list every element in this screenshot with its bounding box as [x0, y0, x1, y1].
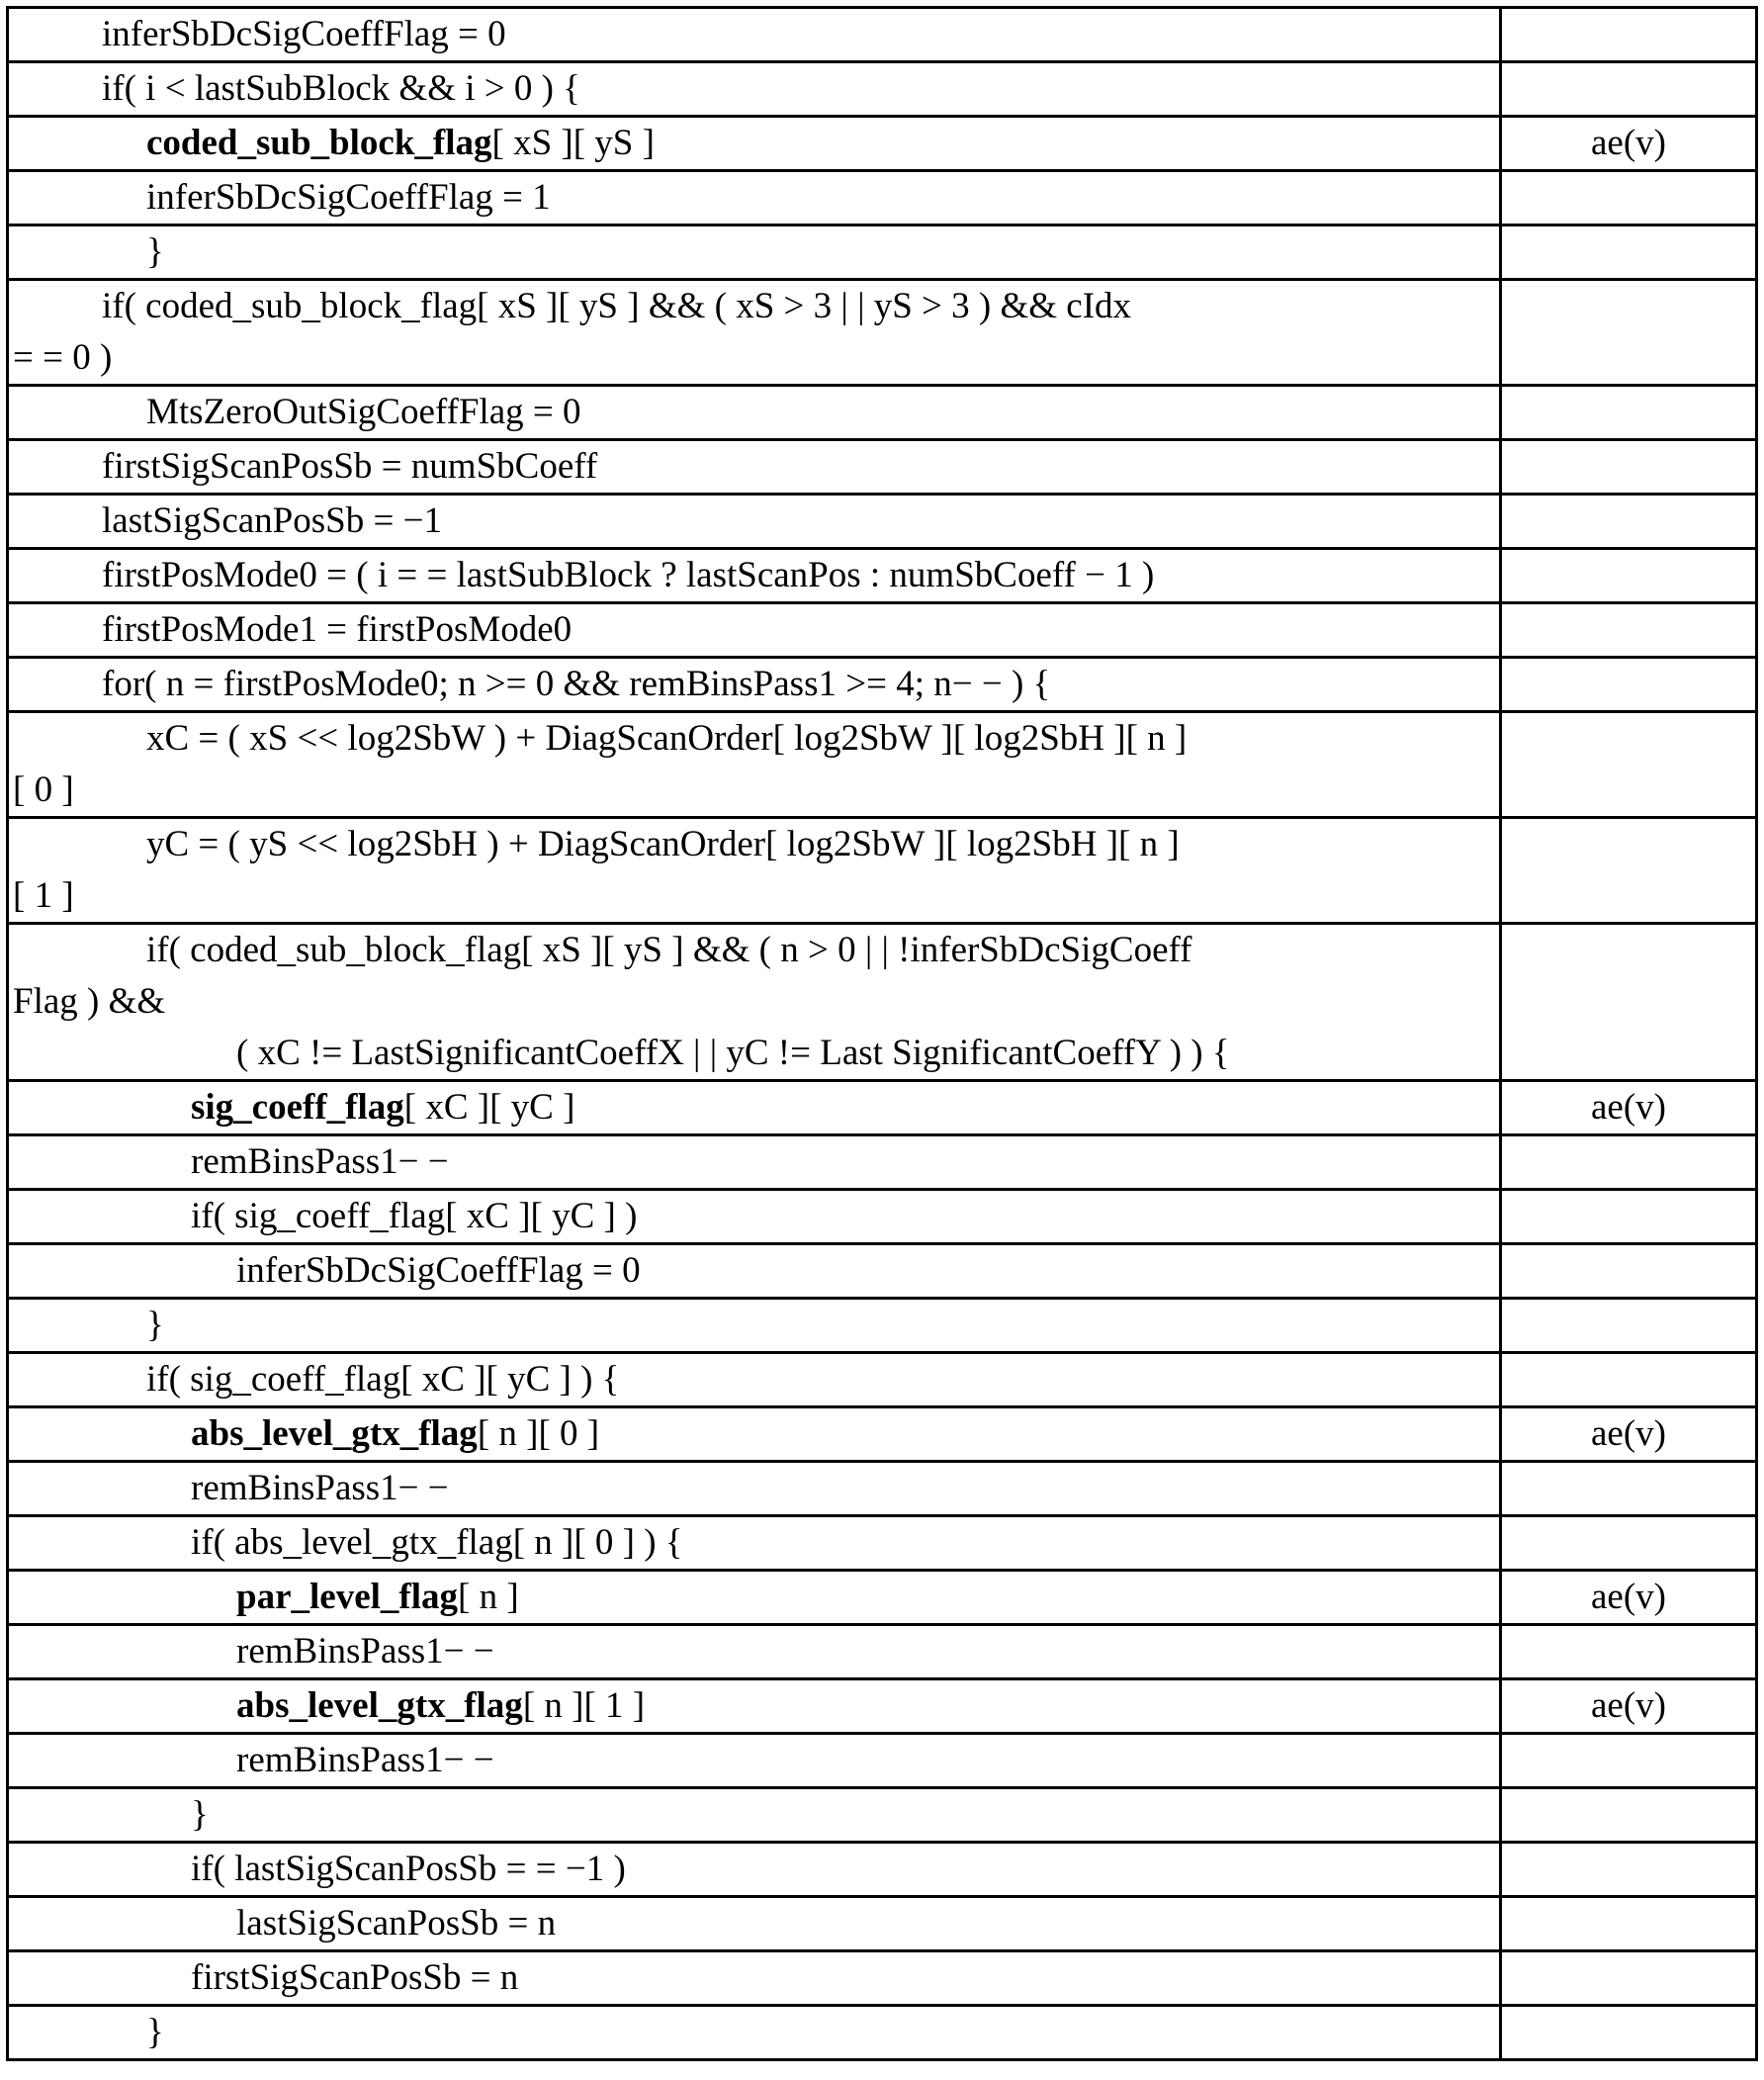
syntax-line: [9, 118, 1499, 169]
syntax-text: if( abs_level_gtx_flag[ n ][ 0 ] ) {: [191, 1522, 683, 1563]
syntax-text: [ n ][ 1 ]: [523, 1685, 645, 1726]
syntax-cell: [9, 1789, 1502, 1841]
syntax-text: ( xC != LastSignificantCoeffX | | yC != Last SignificantCoeffY ) ) {: [236, 1033, 1230, 1073]
syntax-cell: [9, 1354, 1502, 1405]
descriptor-cell: [1502, 1245, 1755, 1297]
table-row: [9, 2004, 1755, 2058]
syntax-cell: [9, 1082, 1502, 1133]
table-row: [9, 1405, 1755, 1460]
syntax-line: [9, 1354, 1499, 1405]
descriptor-cell: [1502, 1626, 1755, 1677]
syntax-cell: [9, 387, 1502, 438]
descriptor-cell: [1502, 550, 1755, 601]
table-row: [9, 922, 1755, 1079]
syntax-line: [9, 332, 1499, 384]
syntax-line: [9, 1082, 1499, 1133]
syntax-cell: [9, 659, 1502, 710]
table-row: [9, 1623, 1755, 1677]
table-row: [9, 1297, 1755, 1351]
syntax-text: [ n ][ 0 ]: [478, 1413, 599, 1454]
syntax-cell: [9, 550, 1502, 601]
syntax-cell: [9, 2007, 1502, 2058]
syntax-text: firstPosMode1 = firstPosMode0: [102, 609, 572, 650]
syntax-line: [9, 1898, 1499, 1949]
syntax-cell: [9, 496, 1502, 547]
syntax-cell: [9, 604, 1502, 656]
table-row: [9, 493, 1755, 547]
descriptor-cell: [1502, 1952, 1755, 2004]
syntax-cell: [9, 1898, 1502, 1949]
table-row: [9, 115, 1755, 169]
syntax-line: [9, 387, 1499, 438]
syntax-text: firstSigScanPosSb = n: [191, 1957, 518, 1998]
table-row: [9, 169, 1755, 224]
table-row: [9, 1569, 1755, 1623]
descriptor-cell: [1502, 819, 1755, 922]
syntax-text: remBinsPass1− −: [236, 1631, 494, 1672]
table-row: [9, 1677, 1755, 1732]
descriptor-cell: ae(v): [1502, 1082, 1755, 1133]
descriptor-cell: [1502, 1463, 1755, 1514]
syntax-cell: [9, 1680, 1502, 1732]
syntax-text: lastSigScanPosSb = n: [236, 1903, 556, 1944]
syntax-text: xC = ( xS << log2SbW ) + DiagScanOrder[ log2SbW ][ log2SbH ][ n ]: [146, 718, 1187, 759]
syntax-line: [9, 1408, 1499, 1460]
descriptor-cell: [1502, 496, 1755, 547]
syntax-text: [ 1 ]: [13, 875, 74, 916]
syntax-cell: [9, 1245, 1502, 1297]
table-row: [9, 1514, 1755, 1569]
table-row: [9, 710, 1755, 816]
syntax-text: remBinsPass1− −: [236, 1740, 494, 1780]
syntax-line: [9, 1572, 1499, 1623]
table-row: [9, 1460, 1755, 1514]
syntax-cell: [9, 1191, 1502, 1242]
descriptor-cell: [1502, 659, 1755, 710]
table-row: [9, 1188, 1755, 1242]
syntax-line: [9, 281, 1499, 332]
syntax-line: [9, 226, 1499, 278]
syntax-text: [ xC ][ yC ]: [404, 1087, 575, 1128]
syntax-text: [ xS ][ yS ]: [492, 123, 655, 163]
syntax-text: if( sig_coeff_flag[ xC ][ yC ] ): [191, 1196, 637, 1236]
syntax-text: [ n ]: [458, 1577, 519, 1617]
syntax-text: remBinsPass1− −: [191, 1141, 449, 1182]
syntax-text: remBinsPass1− −: [191, 1468, 449, 1508]
descriptor-cell: [1502, 604, 1755, 656]
syntax-line: [9, 870, 1499, 922]
syntax-cell: [9, 118, 1502, 169]
syntax-line: [9, 1463, 1499, 1514]
syntax-text: for( n = firstPosMode0; n >= 0 && remBinsPass1 >= 4; n− − ) {: [102, 664, 1050, 704]
descriptor-cell: [1502, 1844, 1755, 1895]
syntax-line: [9, 713, 1499, 765]
table-row: [9, 1895, 1755, 1949]
descriptor-cell: [1502, 172, 1755, 224]
table-row: [9, 656, 1755, 710]
syntax-text: Flag ) &&: [13, 981, 165, 1022]
syntax-text: = = 0 ): [13, 337, 112, 378]
syntax-line: [9, 1844, 1499, 1895]
syntax-line: [9, 1300, 1499, 1351]
syntax-cell: [9, 226, 1502, 278]
syntax-element-name: abs_level_gtx_flag: [191, 1413, 478, 1454]
syntax-line: [9, 1517, 1499, 1569]
syntax-text: if( i < lastSubBlock && i > 0 ) {: [102, 68, 580, 109]
syntax-cell: [9, 1626, 1502, 1677]
descriptor-cell: [1502, 9, 1755, 60]
syntax-line: [9, 976, 1499, 1028]
descriptor-cell: [1502, 925, 1755, 1079]
syntax-line: [9, 172, 1499, 224]
syntax-line: [9, 1191, 1499, 1242]
descriptor-cell: [1502, 1517, 1755, 1569]
syntax-text: inferSbDcSigCoeffFlag = 0: [102, 14, 506, 54]
syntax-cell: [9, 1517, 1502, 1569]
syntax-text: }: [146, 1305, 164, 1345]
descriptor-cell: [1502, 1898, 1755, 1949]
descriptor-cell: ae(v): [1502, 118, 1755, 169]
descriptor-cell: [1502, 387, 1755, 438]
syntax-line: [9, 659, 1499, 710]
syntax-cell: [9, 1572, 1502, 1623]
syntax-line: [9, 1626, 1499, 1677]
descriptor-cell: [1502, 226, 1755, 278]
syntax-line: [9, 1136, 1499, 1188]
table-row: [9, 1133, 1755, 1188]
descriptor-cell: [1502, 1136, 1755, 1188]
syntax-cell: [9, 441, 1502, 493]
syntax-line: [9, 1789, 1499, 1841]
table-row: [9, 1786, 1755, 1841]
syntax-table: [6, 6, 1758, 2061]
descriptor-cell: [1502, 63, 1755, 115]
syntax-line: [9, 765, 1499, 816]
syntax-cell: [9, 1408, 1502, 1460]
descriptor-cell: [1502, 1354, 1755, 1405]
table-row: [9, 1242, 1755, 1297]
syntax-line: [9, 604, 1499, 656]
syntax-cell: [9, 1952, 1502, 2004]
syntax-text: if( coded_sub_block_flag[ xS ][ yS ] && ( xS > 3 | | yS > 3 ) && cIdx: [102, 286, 1131, 326]
table-row: [9, 1732, 1755, 1786]
syntax-line: [9, 63, 1499, 115]
syntax-text: [ 0 ]: [13, 769, 74, 810]
descriptor-cell: [1502, 1789, 1755, 1841]
syntax-text: }: [146, 231, 164, 272]
table-row: [9, 438, 1755, 493]
descriptor-cell: [1502, 1300, 1755, 1351]
table-row: [9, 278, 1755, 384]
syntax-element-name: sig_coeff_flag: [191, 1087, 404, 1128]
syntax-cell: [9, 281, 1502, 384]
syntax-cell: [9, 925, 1502, 1079]
syntax-text: if( coded_sub_block_flag[ xS ][ yS ] && ( n > 0 | | !inferSbDcSigCoeff: [146, 930, 1191, 970]
syntax-text: inferSbDcSigCoeffFlag = 1: [146, 177, 551, 218]
syntax-text: if( lastSigScanPosSb = = −1 ): [191, 1849, 626, 1889]
syntax-text: firstSigScanPosSb = numSbCoeff: [102, 446, 597, 487]
table-row: [9, 547, 1755, 601]
syntax-element-name: coded_sub_block_flag: [146, 123, 492, 163]
table-row: [9, 384, 1755, 438]
syntax-cell: [9, 1735, 1502, 1786]
syntax-line: [9, 9, 1499, 60]
syntax-line: [9, 1735, 1499, 1786]
descriptor-cell: ae(v): [1502, 1408, 1755, 1460]
syntax-line: [9, 496, 1499, 547]
descriptor-cell: [1502, 713, 1755, 816]
syntax-text: inferSbDcSigCoeffFlag = 0: [236, 1250, 641, 1291]
table-row: [9, 224, 1755, 278]
table-row: [9, 816, 1755, 922]
syntax-line: [9, 1952, 1499, 2004]
syntax-line: [9, 1028, 1499, 1079]
table-row: [9, 1949, 1755, 2004]
syntax-element-name: abs_level_gtx_flag: [236, 1685, 523, 1726]
syntax-element-name: par_level_flag: [236, 1577, 458, 1617]
syntax-text: if( sig_coeff_flag[ xC ][ yC ] ) {: [146, 1359, 619, 1400]
table-row: [9, 1351, 1755, 1405]
syntax-text: }: [146, 2012, 164, 2052]
descriptor-cell: [1502, 441, 1755, 493]
syntax-cell: [9, 819, 1502, 922]
syntax-line: [9, 2007, 1499, 2058]
descriptor-cell: [1502, 281, 1755, 384]
syntax-cell: [9, 63, 1502, 115]
syntax-text: firstPosMode0 = ( i = = lastSubBlock ? lastScanPos : numSbCoeff − 1 ): [102, 555, 1154, 595]
syntax-line: [9, 925, 1499, 976]
syntax-text: MtsZeroOutSigCoeffFlag = 0: [146, 392, 581, 432]
syntax-line: [9, 441, 1499, 493]
descriptor-cell: ae(v): [1502, 1572, 1755, 1623]
syntax-line: [9, 550, 1499, 601]
syntax-line: [9, 1680, 1499, 1732]
descriptor-cell: ae(v): [1502, 1680, 1755, 1732]
syntax-cell: [9, 9, 1502, 60]
syntax-line: [9, 819, 1499, 870]
syntax-cell: [9, 1463, 1502, 1514]
syntax-cell: [9, 1300, 1502, 1351]
descriptor-cell: [1502, 2007, 1755, 2058]
table-row: [9, 1841, 1755, 1895]
syntax-cell: [9, 172, 1502, 224]
syntax-cell: [9, 1136, 1502, 1188]
table-row: [9, 601, 1755, 656]
syntax-line: [9, 1245, 1499, 1297]
syntax-text: }: [191, 1794, 209, 1835]
syntax-cell: [9, 1844, 1502, 1895]
table-row: [9, 1079, 1755, 1133]
table-row: [9, 60, 1755, 115]
syntax-text: lastSigScanPosSb = −1: [102, 500, 442, 541]
table-row: [9, 9, 1755, 60]
syntax-cell: [9, 713, 1502, 816]
syntax-text: yC = ( yS << log2SbH ) + DiagScanOrder[ log2SbW ][ log2SbH ][ n ]: [146, 824, 1180, 864]
descriptor-cell: [1502, 1191, 1755, 1242]
descriptor-cell: [1502, 1735, 1755, 1786]
